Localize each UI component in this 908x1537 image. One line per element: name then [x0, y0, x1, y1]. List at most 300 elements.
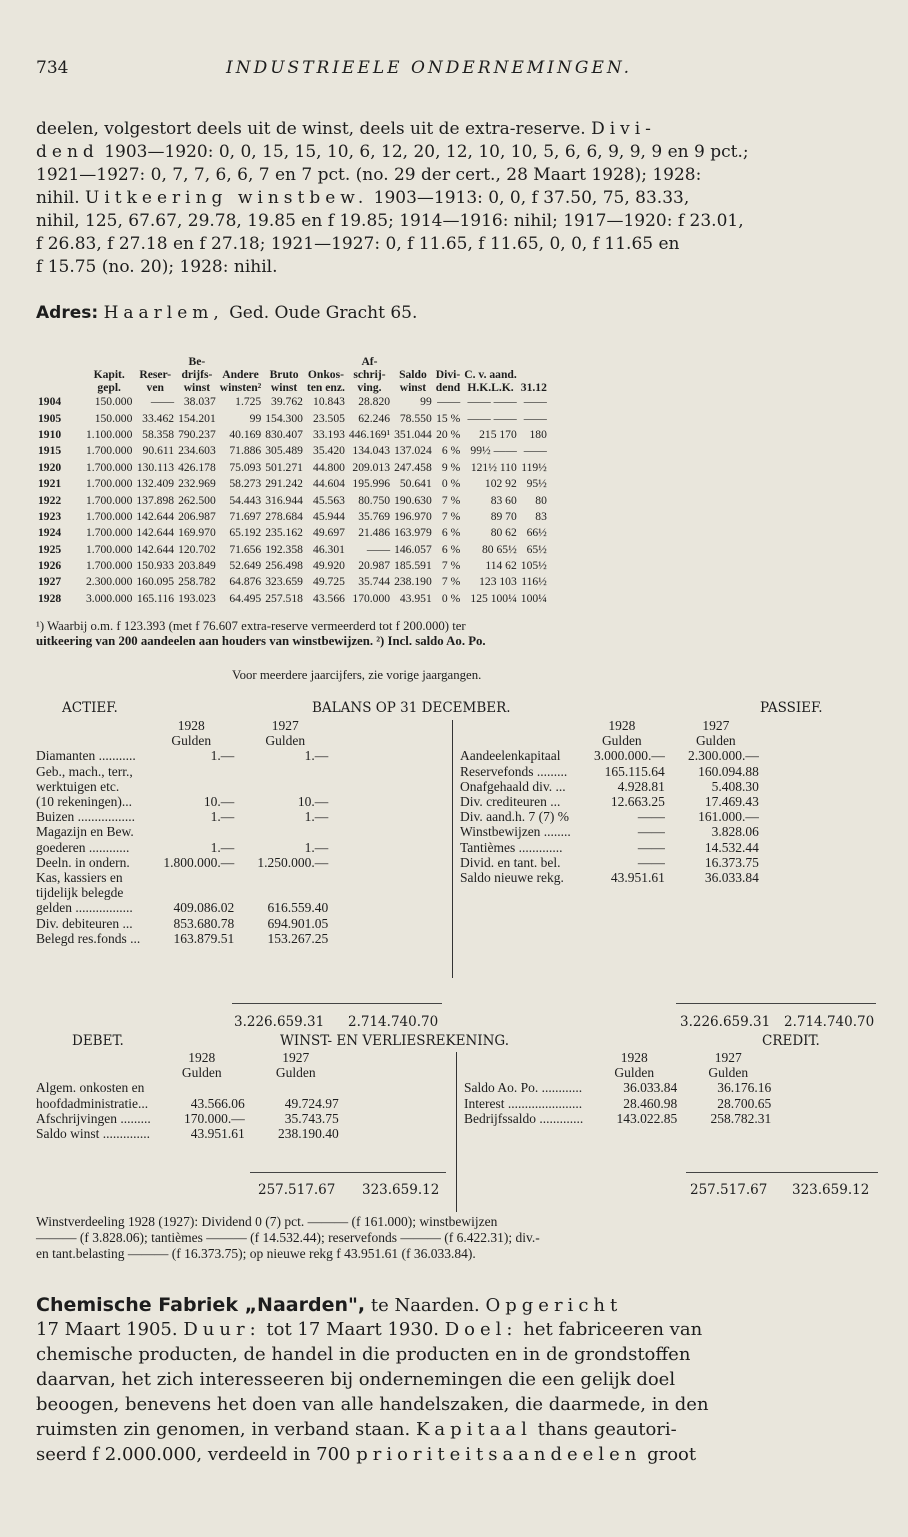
stats-header-row [36, 355, 549, 368]
table-cell: 501.271 [265, 460, 303, 474]
table-cell: 52.649 [229, 559, 262, 573]
ledger-amount [155, 1080, 249, 1095]
table-cell: 1.700.000 [86, 477, 133, 491]
ledger-amount: 143.022.85 [616, 1110, 678, 1126]
table-row [36, 460, 549, 476]
ledger-amount: 28.460.98 [623, 1095, 678, 1111]
table-cell: 9 % [441, 460, 461, 474]
year-cell: 1904 [38, 395, 62, 409]
stats-header-cell: ven [146, 381, 164, 394]
table-cell: 142.644 [136, 542, 175, 556]
ledger-amount: 3.000.000.— [593, 748, 665, 764]
debet-heading: DEBET. [72, 1033, 124, 1049]
table-cell: 49.697 [313, 526, 345, 540]
table-cell: 62.246 [358, 411, 391, 425]
ledger-row [32, 779, 332, 794]
ledger-label: Winstbewijzen ........ [460, 824, 571, 840]
table-cell: 134.043 [352, 444, 391, 458]
stats-header-cell [305, 355, 347, 368]
ledger-amount: 35.743.75 [284, 1110, 339, 1126]
table-cell: 39.762 [271, 395, 303, 409]
ledger-row [32, 840, 332, 855]
address-line: Adres: Haarlem, Ged. Oude Gracht 65. [36, 303, 418, 323]
ledger-amount: 1.— [210, 748, 235, 764]
table-cell: 1.100.000 [86, 427, 133, 441]
stats-header-cell [36, 355, 84, 368]
wv-left-total-1927: 323.659.12 [362, 1182, 440, 1198]
ledger-row [460, 1080, 775, 1095]
table-cell: 154.201 [178, 411, 216, 425]
ledger-label: Diamanten ........... [36, 748, 136, 764]
ledger-amount: —— [637, 809, 665, 825]
running-title: INDUSTRIEELE ONDERNEMINGEN. [226, 58, 633, 78]
year-cell: 1910 [38, 427, 62, 441]
ledger-amount: 238.190.40 [277, 1126, 339, 1142]
ledger-row [32, 915, 332, 930]
table-cell: 1.700.000 [86, 493, 133, 507]
table-cell: 20 % [436, 427, 461, 441]
ledger-row [32, 764, 332, 779]
ledger-amount [144, 870, 238, 885]
ledger-row [32, 748, 332, 763]
ledger-amount: 258.782.31 [710, 1110, 772, 1126]
table-cell: 142.644 [136, 509, 175, 523]
table-cell: 1.700.000 [86, 509, 133, 523]
ledger-amount: 36.033.84 [704, 869, 759, 885]
ledger-amount [238, 764, 332, 779]
table-cell: 44.800 [313, 460, 345, 474]
company-line-6: ruimsten zin genomen, in verband staan. Kapitaal thans geautori- [36, 1419, 677, 1440]
table-cell: 150.000 [94, 411, 133, 425]
ledger-amount: —— [637, 839, 665, 855]
table-row [36, 574, 549, 590]
table-cell: 21.486 [358, 526, 391, 540]
table-cell: 95½ [526, 477, 547, 491]
table-cell: 190.630 [394, 493, 432, 507]
ledger-row [32, 809, 332, 824]
table-row [36, 591, 549, 607]
stats-header-cell [462, 355, 519, 368]
table-row [36, 509, 549, 525]
table-cell: 6 % [441, 542, 461, 556]
stats-header-cell [434, 355, 463, 368]
table-cell: 163.979 [394, 526, 432, 540]
year-cell: 1925 [38, 542, 62, 556]
ledger-amount: 161.000.— [698, 809, 759, 825]
ledger-row [32, 1111, 343, 1126]
wv-left-total-1928: 257.517.67 [258, 1182, 336, 1198]
table-cell: 65½ [526, 542, 547, 556]
table-cell: —— [366, 542, 391, 556]
table-cell: 54.443 [229, 493, 262, 507]
table-cell: 23.505 [313, 411, 345, 425]
table-cell: 291.242 [265, 477, 303, 491]
table-row [36, 427, 549, 443]
table-cell: 193.023 [178, 591, 216, 605]
page-number: 734 [36, 58, 69, 78]
table-cell: 46.301 [313, 542, 345, 556]
stats-header-cell: schrij- [353, 368, 386, 381]
wv-divider [456, 1052, 457, 1212]
table-cell: 58.358 [142, 427, 175, 441]
stats-header-cell: Divi- [435, 368, 461, 381]
table-cell: 0 % [441, 591, 461, 605]
ledger-amount: 16.373.75 [704, 854, 759, 870]
table-cell: 80 62 [490, 526, 517, 540]
stats-header-cell: Be- [188, 355, 206, 368]
table-cell: 50.641 [399, 477, 432, 491]
ledger-label: hoofdadministratie... [36, 1095, 149, 1111]
table-cell: 1.700.000 [86, 460, 133, 474]
footnote-1: ¹) Waarbij o.m. f 123.393 (met f 76.607 extra-reserve vermeerderd tot f 200.000) ter [36, 619, 466, 633]
table-cell: 125 100¼ [470, 591, 517, 605]
balans-title: BALANS OP 31 DECEMBER. [312, 700, 511, 716]
wv-credit-table: 1928 1927 Gulden Gulden Saldo Ao. Po. ............ 36.033.84 36.176.16 Interest ...................... 28.460.98 28.700.65 Bedrijfssaldo ............. 143.022.85 258.782.31 [460, 1050, 775, 1126]
table-cell: —— [523, 395, 547, 409]
table-cell: 196.970 [394, 509, 432, 523]
balans-left-total-1927: 2.714.740.70 [348, 1014, 439, 1030]
ledger-amount: 17.469.43 [704, 794, 759, 810]
intro-line-4: nihil. Uitkeering winstbew. 1903—1913: 0, 0, f 37.50, 75, 83.33, [36, 188, 690, 208]
ledger-label: Algem. onkosten en [36, 1080, 145, 1096]
table-cell: 323.659 [265, 575, 303, 589]
company-line-5: beoogen, benevens het doen van alle handelszaken, die daarmede, in den [36, 1394, 709, 1415]
table-cell: 38.037 [183, 395, 216, 409]
table-cell: 238.190 [394, 575, 432, 589]
winstverdeeling-line-3: en tant.belasting ——— (f 16.373.75); op nieuwe rekg f 43.951.61 (f 36.033.84). [36, 1246, 476, 1261]
credit-heading: CREDIT. [762, 1033, 820, 1049]
ledger-row [32, 885, 332, 900]
ledger-amount [144, 764, 238, 779]
table-cell: 209.013 [352, 460, 391, 474]
table-cell: 35.420 [313, 444, 345, 458]
ledger-row [456, 855, 763, 870]
table-cell: 154.300 [265, 411, 303, 425]
ledger-amount: 163.879.51 [173, 930, 235, 946]
table-cell: 64.495 [229, 591, 262, 605]
intro-line-2: dend 1903—1920: 0, 0, 15, 15, 10, 6, 12, 20, 12, 10, 10, 5, 6, 6, 9, 9, 9 en 9 pct.; [36, 142, 749, 162]
table-cell: 160.095 [136, 575, 175, 589]
table-cell: 316.944 [265, 493, 303, 507]
table-cell: 90.611 [142, 444, 175, 458]
ledger-label: Interest ...................... [464, 1095, 583, 1111]
year-cell: 1927 [38, 575, 62, 589]
table-cell: 64.876 [229, 575, 262, 589]
footnote-2: uitkeering van 200 aandeelen aan houders van winstbewijzen. ²) Incl. saldo Ao. Po. [36, 634, 486, 648]
ledger-label: Onafgehaald div. ... [460, 778, 566, 794]
ledger-label: Aandeelenkapitaal [460, 748, 561, 764]
table-cell: 71.697 [229, 509, 262, 523]
table-cell: 258.782 [178, 575, 216, 589]
table-cell: 0 % [441, 477, 461, 491]
ledger-label: Tantièmes ............. [460, 839, 563, 855]
ledger-row [32, 1126, 343, 1141]
stats-header-cell [519, 355, 549, 368]
table-cell: 121½ 110 [470, 460, 517, 474]
ledger-amount: 28.700.65 [717, 1095, 772, 1111]
ledger-label: Bedrijfssaldo ............. [464, 1110, 584, 1126]
stats-header-cell: Kapit. [93, 368, 125, 381]
ledger-label: Afschrijvingen ......... [36, 1110, 151, 1126]
balans-left-total-rule [232, 1003, 442, 1004]
table-cell: 7 % [441, 575, 461, 589]
table-cell: 45.944 [313, 509, 345, 523]
ledger-amount: 853.680.78 [173, 915, 235, 931]
ledger-row [456, 824, 763, 839]
year-cell: 1922 [38, 493, 62, 507]
ledger-label: Div. crediteuren ... [460, 794, 561, 810]
stats-header-cell [36, 368, 84, 381]
ledger-label: Div. debiteuren ... [36, 915, 133, 931]
company-line-4: daarvan, het zich interesseeren bij ondernemingen die een gelijk doel [36, 1369, 676, 1390]
ledger-amount: 170.000.— [183, 1110, 245, 1126]
ledger-amount: 1.— [304, 839, 329, 855]
table-cell: 83 [535, 509, 547, 523]
ledger-row [456, 870, 763, 885]
stats-header-cell: Onkos- [307, 368, 344, 381]
table-cell: 257.518 [265, 591, 303, 605]
ledger-amount [238, 885, 332, 900]
table-cell: —— [437, 395, 461, 409]
table-cell: 146.057 [394, 542, 432, 556]
stats-header-cell: Af- [361, 355, 378, 368]
stats-header-cell: C. v. aand. [464, 368, 517, 381]
table-cell: 10.843 [313, 395, 345, 409]
ledger-row [456, 809, 763, 824]
table-cell: 45.563 [313, 493, 345, 507]
stats-header-cell: Saldo [399, 368, 427, 381]
table-cell: 65.192 [229, 526, 262, 540]
table-cell: 1.700.000 [86, 444, 133, 458]
table-row [36, 410, 549, 426]
table-cell: 132.409 [136, 477, 175, 491]
ledger-amount: 14.532.44 [704, 839, 759, 855]
company-name: Chemische Fabriek „Naarden", [36, 1294, 366, 1316]
ledger-amount: 1.800.000.— [163, 854, 235, 870]
ledger-amount: 2.300.000.— [687, 748, 759, 764]
ledger-amount: 1.— [304, 809, 329, 825]
address-label: Adres: [36, 303, 99, 323]
ledger-label: tijdelijk belegde [36, 885, 124, 901]
ledger-amount: 3.828.06 [711, 824, 759, 840]
ledger-amount: 1.— [210, 809, 235, 825]
table-cell: 180 [529, 427, 547, 441]
table-cell: 7 % [441, 493, 461, 507]
ledger-amount: —— [637, 854, 665, 870]
table-cell: 150.933 [136, 559, 175, 573]
year-cell: 1926 [38, 559, 62, 573]
table-cell: —— [523, 411, 547, 425]
table-cell: 169.970 [178, 526, 216, 540]
wv-right-total-1927: 323.659.12 [792, 1182, 870, 1198]
table-cell: 235.162 [265, 526, 303, 540]
year-cell: 1905 [38, 411, 62, 425]
table-cell: 195.996 [352, 477, 391, 491]
stats-header-cell: H.K.L.K. [467, 381, 514, 394]
ledger-label: Div. aand.h. 7 (7) % [460, 809, 569, 825]
table-cell: 7 % [441, 509, 461, 523]
stats-header-cell [392, 355, 434, 368]
table-cell: 43.566 [313, 591, 345, 605]
table-cell: 80 65½ [482, 542, 517, 556]
table-cell: 105½ [520, 559, 547, 573]
table-cell: 20.987 [358, 559, 391, 573]
stats-header-cell [263, 355, 305, 368]
table-cell: 6 % [441, 444, 461, 458]
table-cell: 7 % [441, 559, 461, 573]
table-cell: 78.550 [399, 411, 432, 425]
stats-header-cell [134, 355, 176, 368]
ledger-amount: 616.559.40 [267, 900, 329, 916]
balans-passief-table: 1928 1927 Gulden Gulden Aandeelenkapitaal 3.000.000.— 2.300.000.— Reservefonds ......... 165.115.64 160.094.88 Onafgehaald div. ... 4.928.81 5.408.30 Div. crediteuren ... 12.663.25 17.469.43 Div. aand.h. 7 (7) % —— 161.000.— Winstbewijzen ........ —— 3.828.06 Tantièmes ............. —— 14.532.44 Divid. en tant. bel. —— 16.373.75 Saldo nieuwe rekg. 43.951.61 36.033.84 [456, 718, 763, 885]
table-cell: 80.750 [358, 493, 391, 507]
ledger-amount: 409.086.02 [173, 900, 235, 916]
stats-header-cell: 31.12 [520, 381, 547, 394]
ledger-amount: —— [637, 824, 665, 840]
ledger-amount [144, 779, 238, 794]
ledger-row [32, 794, 332, 809]
table-cell: 206.987 [178, 509, 216, 523]
stats-header-cell [218, 355, 263, 368]
ledger-label: Divid. en tant. bel. [460, 854, 561, 870]
ledger-amount [144, 824, 238, 839]
ledger-row [456, 840, 763, 855]
table-cell: 35.744 [358, 575, 391, 589]
ledger-amount: 165.115.64 [604, 763, 665, 779]
table-cell: 33.193 [313, 427, 345, 441]
stats-header-cell: Andere [222, 368, 259, 381]
table-cell: 114 62 [485, 559, 517, 573]
company-line-7: seerd f 2.000.000, verdeeld in 700 prioriteitsaandeelen groot [36, 1444, 697, 1465]
stats-header-cell: Bruto [269, 368, 299, 381]
ledger-amount [238, 779, 332, 794]
ledger-row [32, 1080, 343, 1095]
table-cell: 305.489 [265, 444, 303, 458]
table-cell: 130.113 [136, 460, 175, 474]
ledger-amount [238, 824, 332, 839]
ledger-amount: 160.094.88 [698, 763, 759, 779]
ledger-amount: 43.951.61 [610, 869, 665, 885]
ledger-amount: 36.033.84 [623, 1080, 678, 1096]
ledger-row [460, 1111, 775, 1126]
stats-header-cell [519, 368, 549, 381]
table-cell: 1.700.000 [86, 542, 133, 556]
ledger-row [32, 931, 332, 946]
more-years-note: Voor meerdere jaarcijfers, zie vorige jaargangen. [232, 668, 482, 682]
table-row [36, 492, 549, 508]
wv-right-total-rule [686, 1172, 878, 1173]
table-cell: 35.769 [358, 509, 391, 523]
table-cell: 71.886 [229, 444, 262, 458]
company-line-2: 17 Maart 1905. Duur: tot 17 Maart 1930. Doel: het fabriceeren van [36, 1319, 703, 1340]
table-cell: 2.300.000 [86, 575, 133, 589]
ledger-label: Saldo Ao. Po. ............ [464, 1080, 583, 1096]
winstverdeeling-line-2: ——— (f 3.828.06); tantièmes ——— (f 14.532.44); reservefonds ——— (f 6.422.31); div.- [36, 1230, 540, 1245]
year-cell: 1920 [38, 460, 62, 474]
ledger-amount [144, 885, 238, 900]
table-cell: 102 92 [484, 477, 517, 491]
ledger-amount [238, 870, 332, 885]
table-cell: 262.500 [178, 493, 216, 507]
ledger-row [456, 779, 763, 794]
table-cell: 123 103 [479, 575, 517, 589]
table-cell: —— [523, 444, 547, 458]
intro-line-3: 1921—1927: 0, 7, 7, 6, 6, 7 en 7 pct. (no. 29 der cert., 28 Maart 1928); 1928: [36, 165, 702, 185]
balans-divider [452, 720, 453, 978]
stats-header-cell: winst [183, 381, 211, 394]
table-cell: 203.849 [178, 559, 216, 573]
ledger-amount: 4.928.81 [617, 778, 665, 794]
ledger-label: Saldo nieuwe rekg. [460, 869, 564, 885]
ledger-amount [249, 1080, 343, 1095]
table-cell: 119½ [521, 460, 547, 474]
ledger-amount: 153.267.25 [267, 930, 329, 946]
table-cell: 66½ [526, 526, 547, 540]
ledger-row [32, 1096, 343, 1111]
table-cell: 15 % [436, 411, 461, 425]
wv-right-total-1928: 257.517.67 [690, 1182, 768, 1198]
ledger-label: Deeln. in ondern. [36, 854, 130, 870]
stats-header-cell: dend [435, 381, 461, 394]
table-cell: 28.820 [358, 395, 391, 409]
ledger-row [456, 794, 763, 809]
ledger-label: Saldo winst .............. [36, 1126, 151, 1142]
table-cell: 165.116 [136, 591, 175, 605]
balans-right-total-1928: 3.226.659.31 [680, 1014, 771, 1030]
table-cell: 43.951 [399, 591, 432, 605]
table-cell: 100¼ [520, 591, 547, 605]
table-cell: 71.656 [229, 542, 262, 556]
ledger-amount: 36.176.16 [717, 1080, 772, 1096]
intro-line-7: f 15.75 (no. 20); 1928: nihil. [36, 257, 278, 277]
table-cell: 120.702 [178, 542, 216, 556]
year-cell: 1915 [38, 444, 62, 458]
table-cell: 150.000 [94, 395, 133, 409]
table-cell: 49.920 [313, 559, 345, 573]
year-cell: 1923 [38, 509, 62, 523]
ledger-label: Kas, kassiers en [36, 869, 123, 885]
stats-header-cell [84, 355, 134, 368]
ledger-amount: 694.901.05 [267, 915, 329, 931]
year-cell: 1928 [38, 591, 62, 605]
ledger-amount: 1.— [304, 748, 329, 764]
table-cell: 75.093 [229, 460, 262, 474]
ledger-amount: 5.408.30 [711, 778, 759, 794]
stats-header-cell: drijfs- [181, 368, 213, 381]
ledger-amount: 43.951.61 [190, 1126, 245, 1142]
ledger-row [32, 855, 332, 870]
yearly-statistics-table [36, 355, 549, 607]
table-cell: 232.969 [178, 477, 216, 491]
stats-header-row [36, 368, 549, 381]
ledger-amount: 43.566.06 [190, 1095, 245, 1111]
stats-header-row [36, 381, 549, 394]
wv-left-total-rule [250, 1172, 446, 1173]
table-cell: 1.700.000 [86, 559, 133, 573]
year-cell: 1924 [38, 526, 62, 540]
intro-line-6: f 26.83, f 27.18 en f 27.18; 1921—1927: 0, f 11.65, f 11.65, 0, 0, f 11.65 en [36, 234, 680, 254]
table-cell: 49.725 [313, 575, 345, 589]
table-cell: 215 170 [479, 427, 517, 441]
ledger-amount: 1.250.000.— [257, 854, 329, 870]
table-cell: 790.237 [178, 427, 216, 441]
table-cell: 80 [535, 493, 547, 507]
ledger-label: goederen ............ [36, 839, 130, 855]
stats-header-cell: ten enz. [306, 381, 345, 394]
table-cell: —— —— [467, 395, 517, 409]
stats-header-cell: ving. [357, 381, 382, 394]
table-cell: 426.178 [178, 460, 216, 474]
